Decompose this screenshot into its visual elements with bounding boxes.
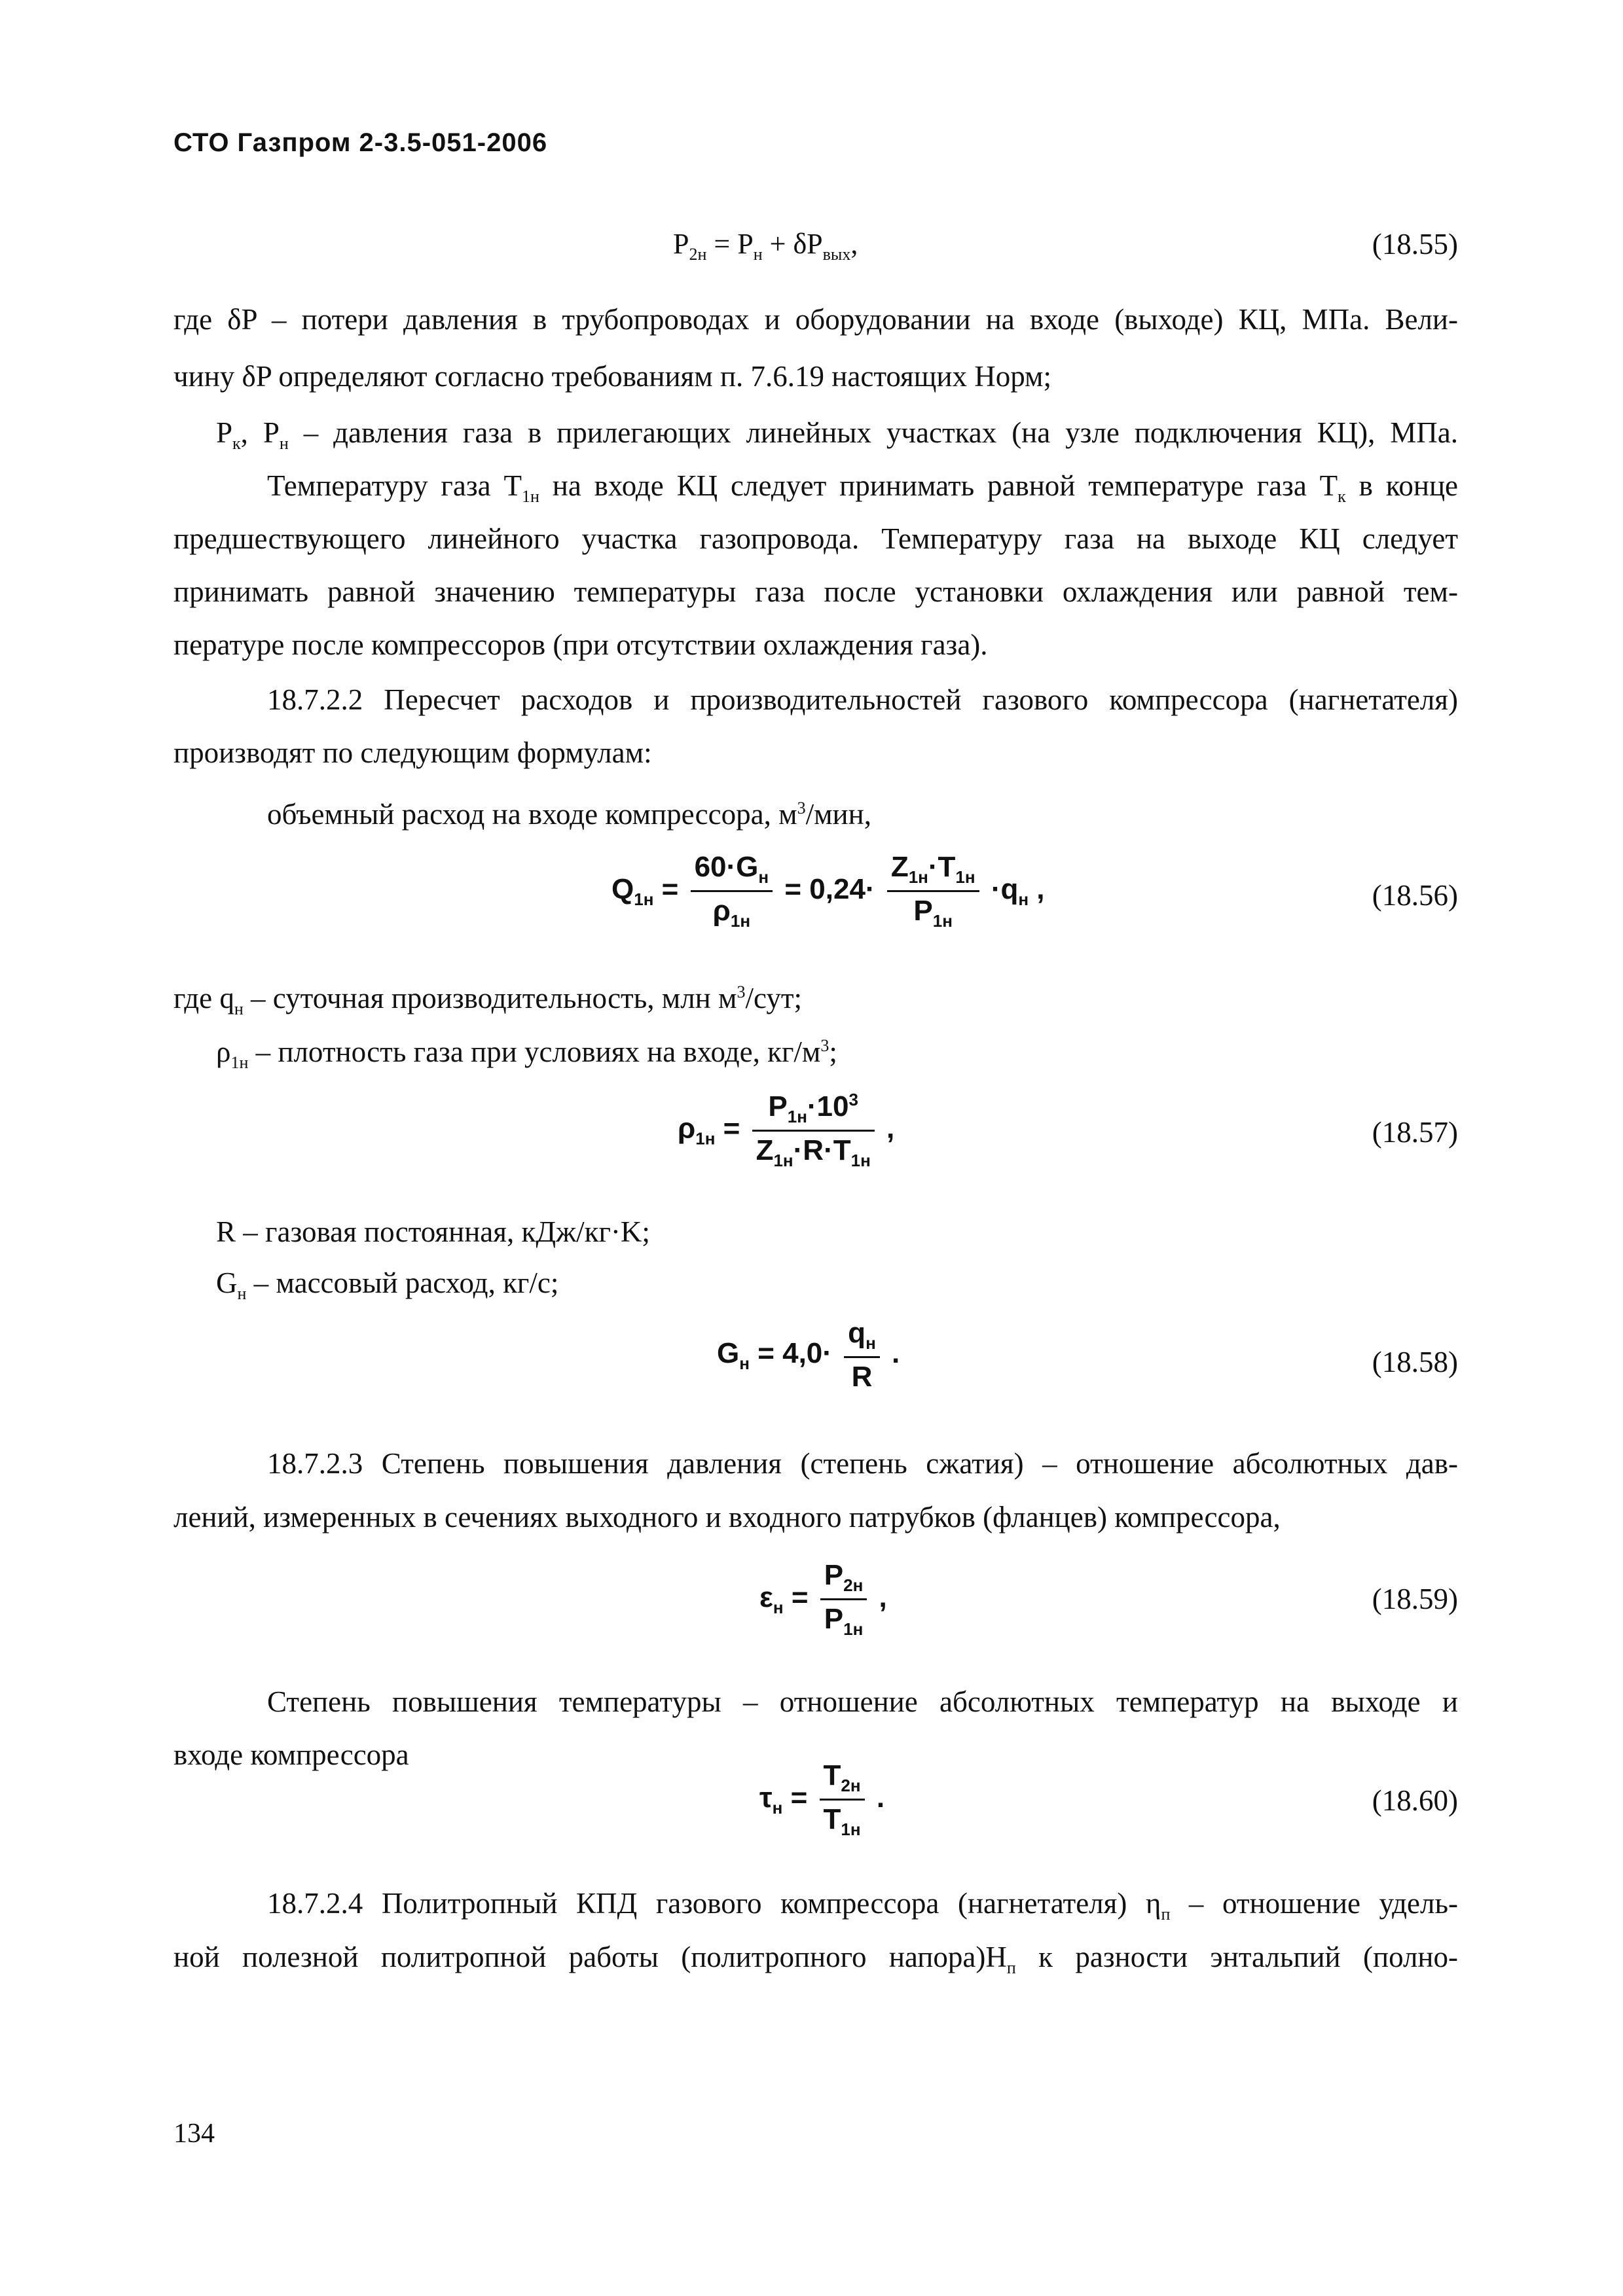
eq-symbol: T [823,1759,841,1791]
text-span: , P [240,416,280,449]
eq-symbol: Z [890,851,909,883]
eq-subscript: н [753,245,763,264]
equation-number: (18.59) [1372,1583,1458,1615]
eq-subscript: 1н [908,867,928,887]
eq-subscript: 1н [841,1820,861,1839]
eq-subscript: н [758,867,769,887]
subscript: н [234,999,244,1018]
subscript: п [1006,1958,1016,1977]
paragraph-line: входе компрессора [173,1738,409,1771]
eq-symbol: P [824,1603,844,1635]
paragraph-line: 18.7.2.2 Пересчет расходов и производительностей газового компрессора (нагнетателя) [267,683,1458,716]
eq-symbol: 60·G [694,851,759,883]
fraction-numerator [887,851,979,892]
eq-symbol: = 0,24· [784,873,875,906]
eq-symbol: = 4,0· [757,1337,832,1370]
eq-symbol: . [876,1782,885,1814]
paragraph-line: 18.7.2.3 Степень повышения давления (степень сжатия) – отношение абсолютных дав- [267,1447,1458,1480]
paragraph-line: принимать равной значению температуры газа после установки охлаждения или равной тем- [173,575,1458,608]
paragraph-line: пературе после компрессоров (при отсутствии охлаждения газа). [173,628,988,661]
eq-symbol: ·R·T [793,1134,851,1166]
text-span: – массовый расход, кг/с; [246,1266,559,1299]
equation-number: (18.57) [1372,1116,1458,1149]
eq-symbol: , [886,1112,895,1145]
text-span: ной полезной политропной работы (политропного напора)H [173,1941,1007,1973]
eq-symbol: = P [714,228,754,260]
fraction-denominator [691,892,773,931]
equation-18-58 [717,1317,900,1393]
eq-symbol: ·q [991,873,1019,906]
text-span: объемный расход на входе компрессора, м [267,798,797,831]
fraction [820,1559,867,1640]
text-span: /сут; [745,982,803,1014]
equation-18-56 [611,851,1045,931]
fraction-denominator [820,1600,867,1640]
page-number: 134 [173,2119,215,2149]
text-span: на входе КЦ следует принимать равной температуре газа T [539,469,1338,502]
eq-subscript: 2н [841,1776,861,1795]
fraction-numerator [844,1317,880,1358]
text-span: P [216,416,233,449]
eq-symbol: , [850,228,858,260]
fraction [820,1759,865,1840]
fraction [887,851,979,931]
paragraph-line: R – газовая постоянная, кДж/кг·K; [216,1215,650,1248]
fraction-denominator [820,1801,865,1840]
text-span: G [216,1266,238,1299]
text-span: /мин, [805,798,871,831]
fraction [844,1317,880,1393]
eq-symbol: = [723,1112,740,1145]
fraction-numerator [752,1090,875,1132]
superscript: 3 [737,982,746,1001]
text-span: ; [829,1035,837,1068]
text-span: к разности энтальпий (полно- [1015,1941,1458,1973]
paragraph-line [216,1257,558,1320]
fraction-numerator [820,1759,865,1801]
eq-symbol: T [823,1803,841,1835]
eq-symbol: ε [759,1581,773,1614]
eq-subscript: 2н [843,1575,864,1595]
eq-subscript: 1н [695,1128,716,1149]
paragraph-line [173,1931,1458,1994]
text-span: ρ [216,1035,231,1068]
eq-subscript: 1н [932,911,953,931]
eq-subscript: 1н [787,1107,807,1126]
equation-number: (18.58) [1372,1346,1458,1378]
equation-number: (18.56) [1372,879,1458,912]
paragraph-line: Степень повышения температуры – отношение абсолютных температур на выходе и [267,1685,1458,1718]
eq-subscript: 1н [955,867,976,887]
fraction-denominator [752,1132,875,1171]
subscript: к [232,434,241,453]
eq-symbol: τ [759,1782,773,1814]
eq-symbol: q [848,1317,866,1349]
fraction-numerator [691,851,773,892]
subscript: п [1161,1905,1171,1924]
subscript: к [1338,487,1346,506]
text-span: Температуру газа T [267,469,522,502]
subscript: 1н [230,1053,249,1072]
equation-18-55 [673,227,858,264]
equation-18-59 [759,1559,887,1640]
text-span: – суточная производительность, млн м [243,982,737,1014]
paragraph-line: предшествующего линейного участка газопровода. Температуру газа на выходе КЦ следует [173,522,1458,555]
subscript: 1н [521,487,539,506]
paragraph-line [216,1020,837,1089]
paragraph-line: лений, измеренных в сечениях выходного и входного патрубков (фланцев) компрессора, [173,1501,1281,1534]
eq-symbol: + δP [762,228,823,260]
eq-symbol: P [768,1090,788,1122]
eq-subscript: 2н [689,245,707,264]
eq-subscript: 1н [850,1151,871,1170]
eq-subscript: н [1018,889,1029,910]
eq-symbol: P [913,895,933,927]
eq-symbol: , [1029,873,1045,906]
eq-superscript: 3 [848,1090,858,1109]
eq-subscript: 1н [634,889,654,910]
eq-symbol: ρ [678,1112,696,1145]
eq-subscript: вых [822,245,851,264]
eq-subscript: 1н [843,1619,864,1639]
paragraph-line: чину δP определяют согласно требованиям п. 7.6.19 настоящих Норм; [173,360,1052,393]
eq-symbol: . [892,1337,900,1370]
paragraph-line: производят по следующим формулам: [173,736,652,769]
equation-18-57 [678,1090,894,1171]
paragraph-line: где δP – потери давления в трубопроводах и оборудовании на входе (выходе) КЦ, МПа. Вели- [173,303,1458,336]
fraction [752,1090,875,1171]
eq-symbol: G [717,1337,740,1370]
eq-symbol: = [791,1581,809,1614]
equation-18-60 [759,1759,884,1840]
subscript: н [279,434,289,453]
fraction-denominator: R [851,1361,873,1393]
text-span: в конце [1345,469,1459,502]
equation-number: (18.55) [1372,228,1458,260]
subscript: н [237,1284,247,1303]
eq-subscript: н [866,1333,876,1353]
superscript: 3 [820,1036,830,1055]
eq-symbol: ρ [712,895,731,927]
document-header: СТО Газпром 2-3.5-051-2006 [173,128,548,157]
eq-subscript: н [739,1354,750,1374]
fraction-denominator [887,892,979,931]
eq-subscript: 1н [730,911,751,931]
eq-symbol: Z [756,1134,774,1166]
text-span: 18.7.2.4 Политропный КПД газового компрессора (нагнетателя) η [267,1887,1161,1920]
fraction [691,851,773,931]
equation-number: (18.60) [1372,1784,1458,1817]
eq-symbol: = [790,1782,808,1814]
text-span: – отношение удель- [1170,1887,1458,1920]
paragraph-line [267,782,871,840]
text-span: – плотность газа при условиях на входе, кг/м [248,1035,821,1068]
eq-subscript: н [773,1598,784,1618]
eq-symbol: = [661,873,679,906]
fraction-numerator [820,1559,867,1600]
eq-symbol: ·T [928,851,956,883]
eq-symbol: Q [611,873,634,906]
eq-subscript: н [772,1798,783,1818]
eq-symbol: P [673,228,689,260]
eq-symbol: ·10 [807,1090,849,1122]
text-span: – давления газа в прилегающих линейных участках (на узле подключения КЦ), МПа. [288,416,1458,449]
eq-subscript: 1н [773,1151,793,1170]
eq-symbol: P [824,1559,844,1591]
text-span: где q [173,982,234,1014]
eq-symbol: , [879,1581,887,1614]
superscript: 3 [797,798,806,817]
